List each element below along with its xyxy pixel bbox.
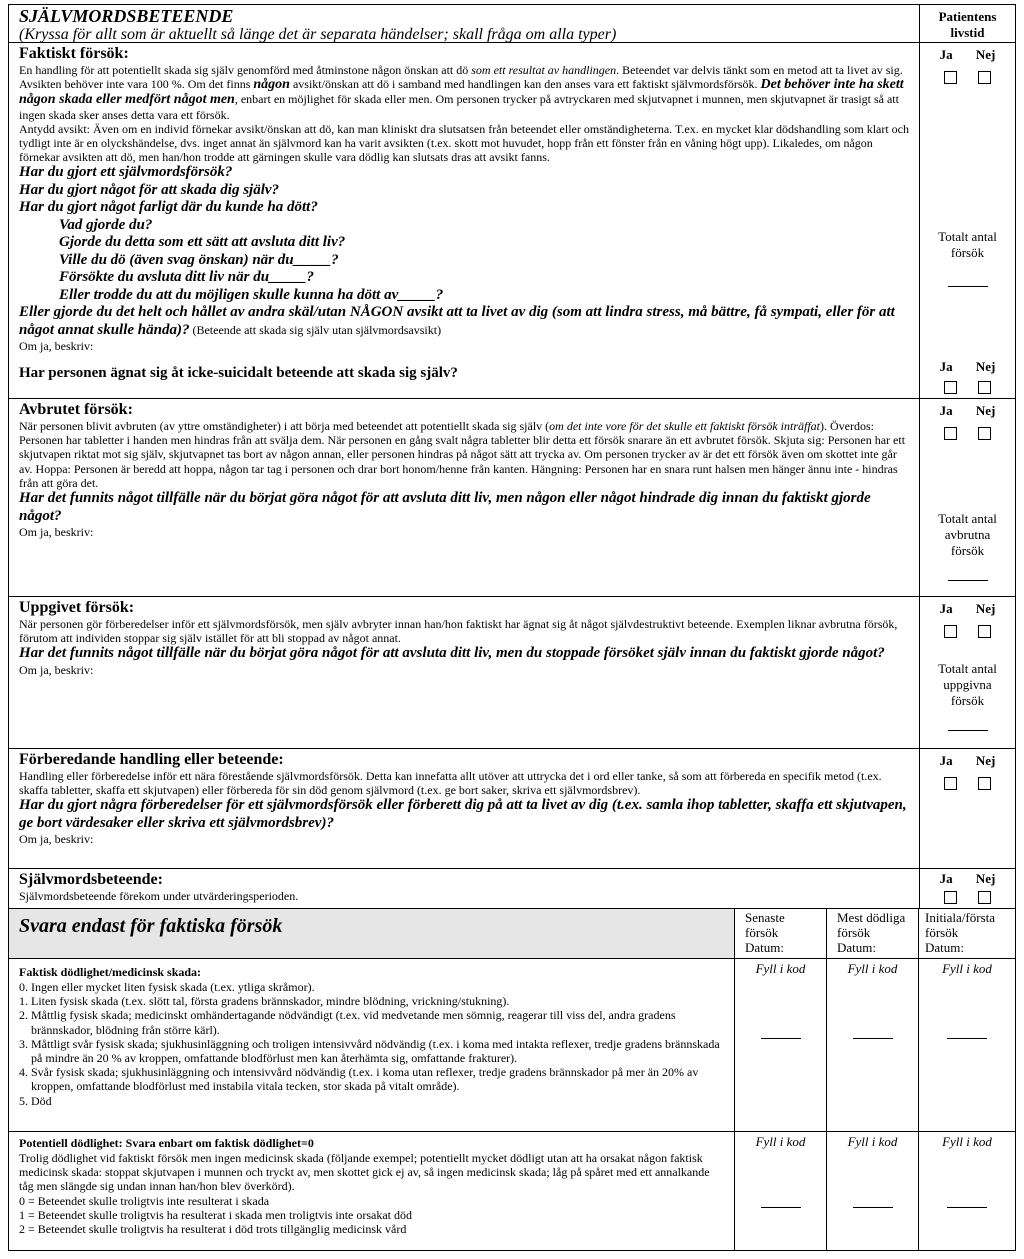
question-attempt: Har du gjort ett självmordsförsök? xyxy=(19,164,233,181)
potential-lethality-title: Potentiell dödlighet: Svara enbart om faktisk dödlighet=0 xyxy=(19,1136,314,1150)
interrupted-title: Avbrutet försök: xyxy=(19,401,133,418)
fill-code-label: Fyll i kod xyxy=(755,1134,806,1149)
latest-lethality-input[interactable] xyxy=(761,1038,801,1039)
latest-potential-input[interactable] xyxy=(761,1207,801,1208)
form-page xyxy=(8,4,1016,1251)
nej-label: Nej xyxy=(975,47,996,62)
suicidal-behavior-yes-checkbox[interactable] xyxy=(944,891,957,904)
suicidal-behavior-no-checkbox[interactable] xyxy=(978,891,991,904)
aborted-question: Har det funnits något tillfälle när du börjat göra något för att avsluta ditt liv, men du stoppade försöket själv innan du faktiskt gjorde något? xyxy=(19,645,885,662)
interrupted-definition: När personen blivit avbruten (av yttre omständigheter) i att börja med beteendet att potentiellt skada sig själv (om det inte vore för det skulle ett faktiskt försök inträffat). Överdos: Personen har tabletter i handen men hindras från att svälja dem. När personen en gång svalt några tabletter blir detta ett försök snarare än ett avbrutet försök. Skjuta sig: Personen har ett skjutvapen riktat mot sig själv, skjutvapnet tas bort av någon annan, eller personen hindras på något sätt att trycka av. Om personen trycker av är det ett försök även om skottet inte går av. Hoppa: Personen är beredd att hoppa, någon tar tag i personen och drar bort honom/henne från kanten. Hängning: Personen har en snara runt halsen men hänger ännu inte - hindras från att göra det. xyxy=(19,419,906,490)
section-aborted-attempt: Uppgivet försök: När personen gör förberedelser inför ett självmordsförsök, men själv avbryter innan han/hon faktiskt har ägnat sig åt något självdestruktivt beteende. Exemplen liknar avbrutna försök, förutom att individen stoppar sig själv istället för att bli stoppad av något annat. Har det funnits något tillfälle när du börjat göra något för att avsluta ditt liv, men du stoppade försöket själv innan du faktiskt gjorde något? Om ja, beskriv: Ja Nej Totalt antal uppgivna försök xyxy=(9,597,1015,749)
preparatory-no-checkbox[interactable] xyxy=(978,777,991,790)
total-interrupted-field: Totalt antal avbrutna försök xyxy=(920,511,1015,585)
nonsuicidal-yes-checkbox[interactable] xyxy=(944,381,957,394)
preparatory-yes-checkbox[interactable] xyxy=(944,777,957,790)
fill-code-label: Fyll i kod xyxy=(942,961,992,976)
aborted-definition: När personen gör förberedelser inför ett självmordsförsök, men själv avbryter innan han/hon faktiskt har ägnat sig åt något självdestruktivt beteende. Exemplen liknar avbrutna försök, förutom att individen stoppar sig själv istället för att bli stoppad av något annat. xyxy=(19,617,898,646)
aborted-title: Uppgivet försök: xyxy=(19,599,135,616)
question-might-die: Eller trodde du att du möjligen skulle kunna ha dött av_____? xyxy=(59,286,444,303)
section-actual-attempt: Faktiskt försök: En handling för att potentiellt skada sig själv genomförd med åtminstone någon önskan att dö som ett resultat av handlingen. Beteendet var delvis tänkt som en metod att ta livet av sig. Avsikten behöver inte vara 100 %. Om det finns någon avsikt/önskan att dö i samband med handlingen kan den anses vara ett faktiskt självmordsförsök. Det behöver inte ha skett någon skada eller medfört något men, enbart en möjlighet för skada eller men. Om personen trycker på avtryckaren med skjutvapnet i munnen, men skjutvapnet är trasigt så att ingen skada sker anses detta vara ett försök. Antydd avsikt: Även om en individ förnekar avsikt/önskan att dö, kan man kliniskt dra slutsatsen från beteendet eller omständigheterna. T.ex. en mycket klar dödshandling som klart och tydligt inte är en olyckshändelse, dvs. inget annat än självmord kan ha varit avsikten (t.ex. skott mot huvudet, hopp från ett fönster från en våning högt upp). Likaledes, om någon förnekar avsikten att dö, men han/hon trodde att gärningen skulle vara dödlig kan slutsats dras att avsikt fanns. Har du gjort ett självmordsförsök? Har du gjort något för att skada dig själv? Har du gjort något farligt där du kunde ha dött? Vad gjorde du? Gjorde du detta som ett sätt att avsluta ditt liv? Ville du dö (även svag önskan) när du_____? Försökte du avsluta ditt liv när du_____? Eller trodde du att du möjligen skulle kunna ha dött av_____? Eller gjorde du det helt och hållet av andra skäl/utan NÅGON avsikt att ta livet av dig (som att lindra stress, må bättre, få sympati, eller för att något annat skulle hända)? (Beteende att skada sig själv utan självmordsavsikt) Om ja, beskriv: Har personen ägnat sig åt icke-suicidalt beteende att skada sig själv? Ja Nej Totalt antal försök Ja Nej xyxy=(9,43,1015,399)
potential-lethality-list: 0 = Beteendet skulle troligtvis inte resulterat i skada 1 = Beteendet skulle troligtvis ha resulterat i skada men troligtvis inte orsakat död 2 = Beteendet skulle troligtvis ha resulterat i död trots tillgänglig medicinsk vård xyxy=(19,1193,413,1237)
suicidal-behavior-text: Självmordsbeteende förekom under utvärderingsperioden. xyxy=(19,889,299,903)
implied-intent-text: Antydd avsikt: Även om en individ förnekar avsikt/önskan att dö, kan man kliniskt dra slutsatsen från beteendet eller omständigheterna. T.ex. en mycket klar dödshandling som klart och tydligt inte är en olyckshändelse, dvs. inget annat än självmord kan ha varit avsikten (t.ex. skott mot huvudet, hopp från ett fönster från en våning högt upp). Likaledes, om någon förnekar avsikten att dö, men han/hon trodde att gärningen skulle vara dödlig kan slutsats dras att avsikt fanns. xyxy=(19,121,910,165)
actual-lethality-row xyxy=(9,959,1015,1132)
lifetime-label-2: livstid xyxy=(950,25,985,40)
question-dangerous: Har du gjort något farligt där du kunde ha dött? xyxy=(19,199,318,216)
total-attempts-field: Totalt antal försök xyxy=(920,229,1015,291)
initial-lethality-input[interactable] xyxy=(947,1038,987,1039)
actual-attempts-header xyxy=(9,909,1015,959)
describe-label: Om ja, beskriv: xyxy=(19,832,94,847)
question-end-life: Gjorde du detta som ett sätt att avsluta ditt liv? xyxy=(59,234,346,251)
form-header xyxy=(9,5,1015,43)
preparatory-definition: Handling eller förberedelse inför ett nära förestående självmordsförsök. Detta kan innefatta allt utöver att uttrycka det i ord eller tanke, så som att förbereda en specifik metod (t.ex. skaffa tabletter, skaffa ett skjutvapen) eller förbereda för sin död genom självmord (t.ex. ge bort saker, skriva ett självmordsbrev). xyxy=(19,769,882,798)
interrupted-no-checkbox[interactable] xyxy=(978,427,991,440)
fill-code-label: Fyll i kod xyxy=(942,1134,992,1149)
total-aborted-input[interactable] xyxy=(948,730,988,731)
actual-lethality-title: Faktisk dödlighet/medicinsk skada: xyxy=(19,965,202,979)
question-other-reasons: Eller gjorde du det helt och hållet av andra skäl/utan NÅGON avsikt att ta livet av dig (som att lindra stress, må bättre, få sympati, eller för att något annat skulle hända)? (Beteende att skada sig själv utan självmordsavsikt) xyxy=(19,304,895,338)
preparatory-title: Förberedande handling eller beteende: xyxy=(19,751,284,768)
form-title: SJÄLVMORDSBETEENDE xyxy=(19,6,234,26)
most-lethal-header: Mest dödliga försök Datum: xyxy=(827,909,919,958)
initial-attempt-header: Initiala/första försök Datum: xyxy=(919,909,1015,958)
actual-lethality-list: 0. Ingen eller mycket liten fysisk skada (t.ex. ytliga skråmor). 1. Liten fysisk skada (t.ex. slött tal, första gradens brännskador, mindre blödning, vrickning/stukning). 2. Måttlig fysisk skada; medicinskt omhändertagande nödvändigt (t.ex. vid medvetande men sömnig, reagerar till viss del, andra gradens brännskador, blödning från större kärl). 3. Måttligt svår fysisk skada; sjukhusinläggning och troligen intensivvård nödvändig (t.ex. i koma med intakta reflexer, tredje gradens brännskada på mindre än 20 % av kroppen, omfattande blodförlust men kan återhämta sig, omfattande frakturer). 4. Svår fysisk skada; sjukhusinläggning och intensivvård nödvändig (t.ex. i koma utan reflexer, tredje gradens brännskador på mer än 20% av kroppen, omfattande blodförlust med instabila vitala tecken, stor skada på vitalt område). 5. Död xyxy=(19,980,720,1108)
potential-lethality-row xyxy=(9,1132,1015,1250)
actual-attempt-definition: En handling för att potentiellt skada sig själv genomförd med åtminstone någon önskan att dö som ett resultat av handlingen. Beteendet var delvis tänkt som en metod att ta livet av sig. Avsikten behöver inte vara 100 %. Om det finns någon avsikt/önskan att dö i samband med handlingen kan den anses vara ett faktiskt självmordsförsök. Det behöver inte ha skett någon skada eller medfört något men, enbart en möjlighet för skada eller men. Om personen trycker på avtryckaren med skjutvapnet i munnen, men skjutvapnet är trasigt så att ingen skada sker anses detta vara ett försök. xyxy=(19,63,904,122)
preparatory-question: Har du gjort några förberedelser för ett självmordsförsök eller förberett dig på att ta livet av dig (t.ex. samla ihop tabletter, skaffa ett skjutvapen, ge bort värdesaker eller skriva ett självmordsbrev)? xyxy=(19,797,907,831)
latest-attempt-header: Senaste försök Datum: xyxy=(735,909,827,958)
interrupted-yes-checkbox[interactable] xyxy=(944,427,957,440)
suicidal-behavior-title: Självmordsbeteende: xyxy=(19,871,163,888)
nonsuicidal-no-checkbox[interactable] xyxy=(978,381,991,394)
question-self-harm: Har du gjort något för att skada dig själv? xyxy=(19,181,280,198)
initial-potential-input[interactable] xyxy=(947,1207,987,1208)
interrupted-question: Har det funnits något tillfälle när du börjat göra något för att avsluta ditt liv, men någon eller något hindrade dig innan du faktiskt gjorde något? xyxy=(19,490,871,524)
most-lethal-lethality-input[interactable] xyxy=(853,1038,893,1039)
actual-attempt-yes-checkbox[interactable] xyxy=(944,71,957,84)
actual-attempt-title: Faktiskt försök: xyxy=(19,45,129,62)
section-preparatory: Förberedande handling eller beteende: Handling eller förberedelse inför ett nära förestående självmordsförsök. Detta kan innefatta allt utöver att uttrycka det i ord eller tanke, så som att förbereda en specifik metod (t.ex. skaffa tabletter, skaffa ett skjutvapen) eller förbereda för sin död genom självmord (t.ex. ge bort saker, skriva ett självmordsbrev). Har du gjort några förberedelser för ett självmordsförsök eller förberett dig på att ta livet av dig (t.ex. samla ihop tabletter, skaffa ett skjutvapen, ge bort värdesaker eller skriva ett självmordsbrev)? Om ja, beskriv: Ja Nej xyxy=(9,749,1015,869)
actual-attempt-no-checkbox[interactable] xyxy=(978,71,991,84)
aborted-no-checkbox[interactable] xyxy=(978,625,991,638)
question-what: Vad gjorde du? xyxy=(59,216,153,233)
lifetime-label-1: Patientens xyxy=(938,9,997,24)
describe-label: Om ja, beskriv: xyxy=(19,525,94,540)
question-tried-end: Försökte du avsluta ditt liv när du_____? xyxy=(59,269,315,286)
question-nonsuicidal: Har personen ägnat sig åt icke-suicidalt beteende att skada sig själv? xyxy=(19,365,458,382)
fill-code-label: Fyll i kod xyxy=(847,1134,898,1149)
total-aborted-field: Totalt antal uppgivna försök xyxy=(920,661,1015,735)
ja-label: Ja xyxy=(939,47,953,62)
total-attempts-input[interactable] xyxy=(948,286,988,287)
form-subtitle: (Kryssa för allt som är aktuellt så länge det är separata händelser; skall fråga om alla typer) xyxy=(19,26,617,42)
total-interrupted-input[interactable] xyxy=(948,580,988,581)
most-lethal-potential-input[interactable] xyxy=(853,1207,893,1208)
fill-code-label: Fyll i kod xyxy=(755,961,806,976)
actual-attempts-heading: Svara endast för faktiska försök xyxy=(19,915,283,937)
describe-label: Om ja, beskriv: xyxy=(19,662,94,677)
question-want-die: Ville du dö (även svag önskan) när du_____? xyxy=(59,251,339,268)
aborted-yes-checkbox[interactable] xyxy=(944,625,957,638)
fill-code-label: Fyll i kod xyxy=(847,961,898,976)
describe-label: Om ja, beskriv: xyxy=(19,339,94,354)
section-suicidal-behavior: Självmordsbeteende: Självmordsbeteende förekom under utvärderingsperioden. Ja Nej xyxy=(9,869,1015,909)
potential-lethality-text: Trolig dödlighet vid faktiskt försök men ingen medicinsk skada (följande exempel; potentiellt mycket dödligt utan att ha orsakat någon faktisk medicinsk skada: stoppat skjutvapen i munnen och tryckt av, men skottet gick ej av, så ingen medicinsk skada; låg på spåret med ett annalkande tåg men slängde sig undan innan han/hon blev överkörd). xyxy=(19,1151,710,1194)
section-interrupted-attempt: Avbrutet försök: När personen blivit avbruten (av yttre omständigheter) i att börja med beteendet att potentiellt skada sig själv (om det inte vore för det skulle ett faktiskt försök inträffat). Överdos: Personen har tabletter i handen men hindras från att svälja dem. När personen en gång svalt några tabletter blir detta ett försök snarare än ett avbrutet försök. Skjuta sig: Personen har ett skjutvapen riktat mot sig själv, skjutvapnet tas bort av någon annan, eller personen hindras på något sätt att trycka av. Om personen trycker av är det ett försök även om skottet inte går av. Hoppa: Personen är beredd att hoppa, någon tar tag i personen och drar bort honom/henne från kanten. Hängning: Personen har en snara runt halsen men hänger ännu inte - hindras från att göra det. Har det funnits något tillfälle när du börjat göra något för att avsluta ditt liv, men någon eller något hindrade dig innan du faktiskt gjorde något? Om ja, beskriv: Ja Nej Totalt antal avbrutna försök xyxy=(9,399,1015,597)
